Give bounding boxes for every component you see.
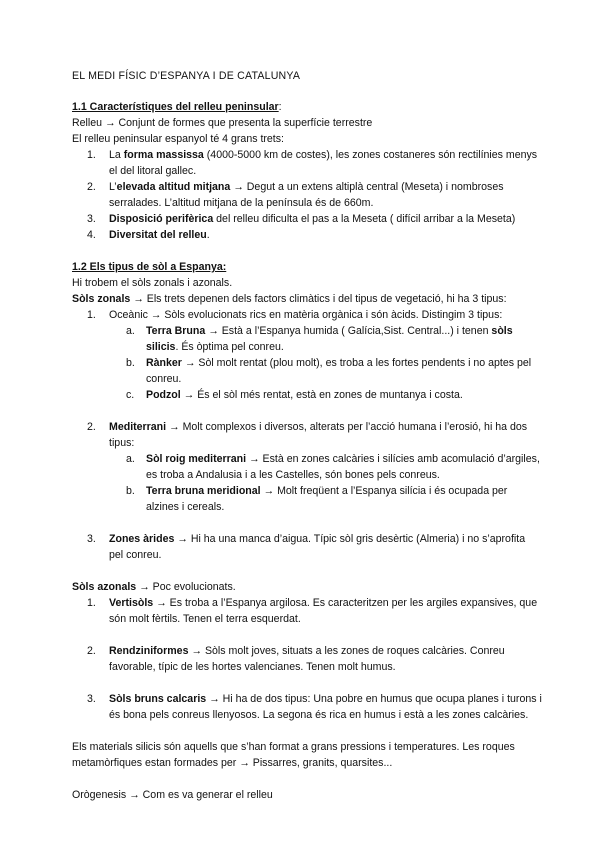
sub-letter: a.	[126, 325, 135, 337]
item-text: (4000-5000 km de costes), les zones costaneres són rectilínies menys el del litoral gallec.	[109, 149, 538, 177]
item-term: Sòls bruns calcaris	[109, 693, 207, 705]
item-text: → Molt complexos i diversos, alterats per l’acció humana i l’erosió, hi ha dos tipus:	[109, 421, 528, 449]
closing-paragraph-orogenesis: Orògenesis → Com es va generar el relleu	[72, 789, 273, 801]
item-text-2: . És òptima pel conreu.	[175, 341, 284, 353]
item-term: Diversitat del relleu	[109, 229, 207, 241]
sub-list-item	[72, 355, 542, 387]
sols-azonals-text: → Poc evolucionats.	[136, 581, 236, 593]
sols-azonals-line	[72, 579, 542, 595]
relleu-intro: El relleu peninsular espanyol té 4 grans trets:	[72, 133, 284, 145]
list-item	[72, 595, 542, 627]
item-term: Rendziniformes	[109, 645, 189, 657]
item-text: → Molt freqüent a l’Espanya silícia i és ocupada per alzines i cereals.	[146, 485, 508, 513]
item-text: → És el sòl més rentat, està en zones de muntanya i costa.	[180, 389, 463, 401]
item-text: → Degut a un extens altiplà central (Meseta) i nombroses serralades. L’altitud mitjana de la península és de 660m.	[109, 181, 504, 209]
list-number: 3.	[87, 213, 96, 225]
item-text: → Sòls molt joves, situats a les zones de roques calcàries. Conreu favorable, típic de les hortes valencianes. Tenen molt humus.	[109, 645, 505, 673]
sub-list-item	[72, 451, 542, 483]
item-text: → Sòl molt rentat (plou molt), es troba a les fortes pendents i no aptes pel conreu.	[146, 357, 532, 385]
sub-letter: b.	[126, 357, 135, 369]
sub-letter: c.	[126, 389, 135, 401]
term-sols-zonals: Sòls zonals	[72, 293, 131, 305]
sub-letter: b.	[126, 485, 135, 497]
item-text: → Hi ha de dos tipus: Una pobre en humus que ocupa planes i turons i és bona pels conreus llenyosos. La segona és rica en humus i està a les zones calcàries.	[109, 693, 542, 721]
item-term-2: sòls silicis	[146, 325, 513, 353]
item-text: → Hi ha una manca d’aigua. Típic sòl gris desèrtic (Almeria) i no s’aprofita pel conreu.	[109, 533, 526, 561]
relleu-definition: Relleu → Conjunt de formes que presenta la superfície terrestre	[72, 117, 373, 129]
list-item-oceanic	[72, 307, 542, 323]
list-item-arides	[72, 531, 542, 563]
list-number: 2.	[87, 421, 96, 433]
sols-zonals-line	[72, 291, 542, 307]
sub-list-item	[72, 483, 542, 515]
item-term: Vertisòls	[109, 597, 154, 609]
list-item-mediterrani	[72, 419, 542, 451]
list-item	[72, 147, 542, 179]
sub-list-item	[72, 387, 542, 403]
document-title: EL MEDI FÍSIC D’ESPANYA I DE CATALUNYA	[72, 70, 301, 82]
list-number: 1.	[87, 149, 96, 161]
list-number: 1.	[87, 309, 96, 321]
list-number: 3.	[87, 693, 96, 705]
list-number: 2.	[87, 645, 96, 657]
list-item	[72, 211, 542, 227]
section-heading-sols: 1.2 Els tipus de sòl a Espanya:	[72, 261, 227, 273]
item-term: elevada altitud mitjana	[116, 181, 231, 193]
item-term: Terra bruna meridional	[146, 485, 261, 497]
list-item	[72, 227, 542, 243]
item-prefix: La	[109, 149, 124, 161]
list-item	[72, 643, 542, 675]
item-term: Mediterrani	[109, 421, 167, 433]
item-text: .	[206, 229, 210, 241]
list-number: 1.	[87, 597, 96, 609]
document-page	[72, 64, 542, 803]
sols-intro: Hi trobem el sòls zonals i azonals.	[72, 277, 233, 289]
item-text: → Es troba a l’Espanya argilosa. Es caracteritzen per les argiles expansives, que són molt fèrtils. Tenen el terra esquerdat.	[109, 597, 538, 625]
heading-suffix: :	[278, 101, 282, 113]
list-item	[72, 179, 542, 211]
item-text: Oceànic → Sòls evolucionats rics en matèria orgànica i són àcids. Distingim 3 tipus:	[109, 309, 503, 321]
item-term: Rànker	[146, 357, 182, 369]
list-number: 4.	[87, 229, 96, 241]
item-term: forma massissa	[123, 149, 204, 161]
sub-letter: a.	[126, 453, 135, 465]
item-term: Disposició perifèrica	[109, 213, 214, 225]
item-text: → Està en zones calcàries i silícies amb acomulació d’argiles, es troba a Andalusia i a les Castelles, són bones pels conreus.	[146, 453, 540, 481]
item-term: Zones àrides	[109, 533, 175, 545]
item-prefix: L’	[109, 181, 117, 193]
term-sols-azonals: Sòls azonals	[72, 581, 137, 593]
item-text: del relleu dificulta el pas a la Meseta ( difícil arribar a la Meseta)	[213, 213, 516, 225]
closing-paragraph-materials: Els materials silicis són aquells que s’han format a grans pressions i temperatures. Les roques metamòrfiques estan formades per → Pissarres, granits, quarsites...	[72, 741, 515, 769]
section-heading-relleu	[72, 99, 542, 115]
list-item	[72, 691, 542, 723]
item-term: Sòl roig mediterrani	[146, 453, 247, 465]
item-term: Podzol	[146, 389, 181, 401]
list-number: 3.	[87, 533, 96, 545]
item-term: Terra Bruna	[146, 325, 206, 337]
item-text: → Està a l’Espanya humida ( Galícia,Sist. Central...) i tenen	[205, 325, 492, 337]
sols-zonals-text: → Els trets depenen dels factors climàtics i del tipus de vegetació, hi ha 3 tipus:	[130, 293, 507, 305]
list-number: 2.	[87, 181, 96, 193]
section-heading-text: 1.1 Característiques del relleu peninsular	[72, 101, 279, 113]
sub-list-item	[72, 323, 542, 355]
